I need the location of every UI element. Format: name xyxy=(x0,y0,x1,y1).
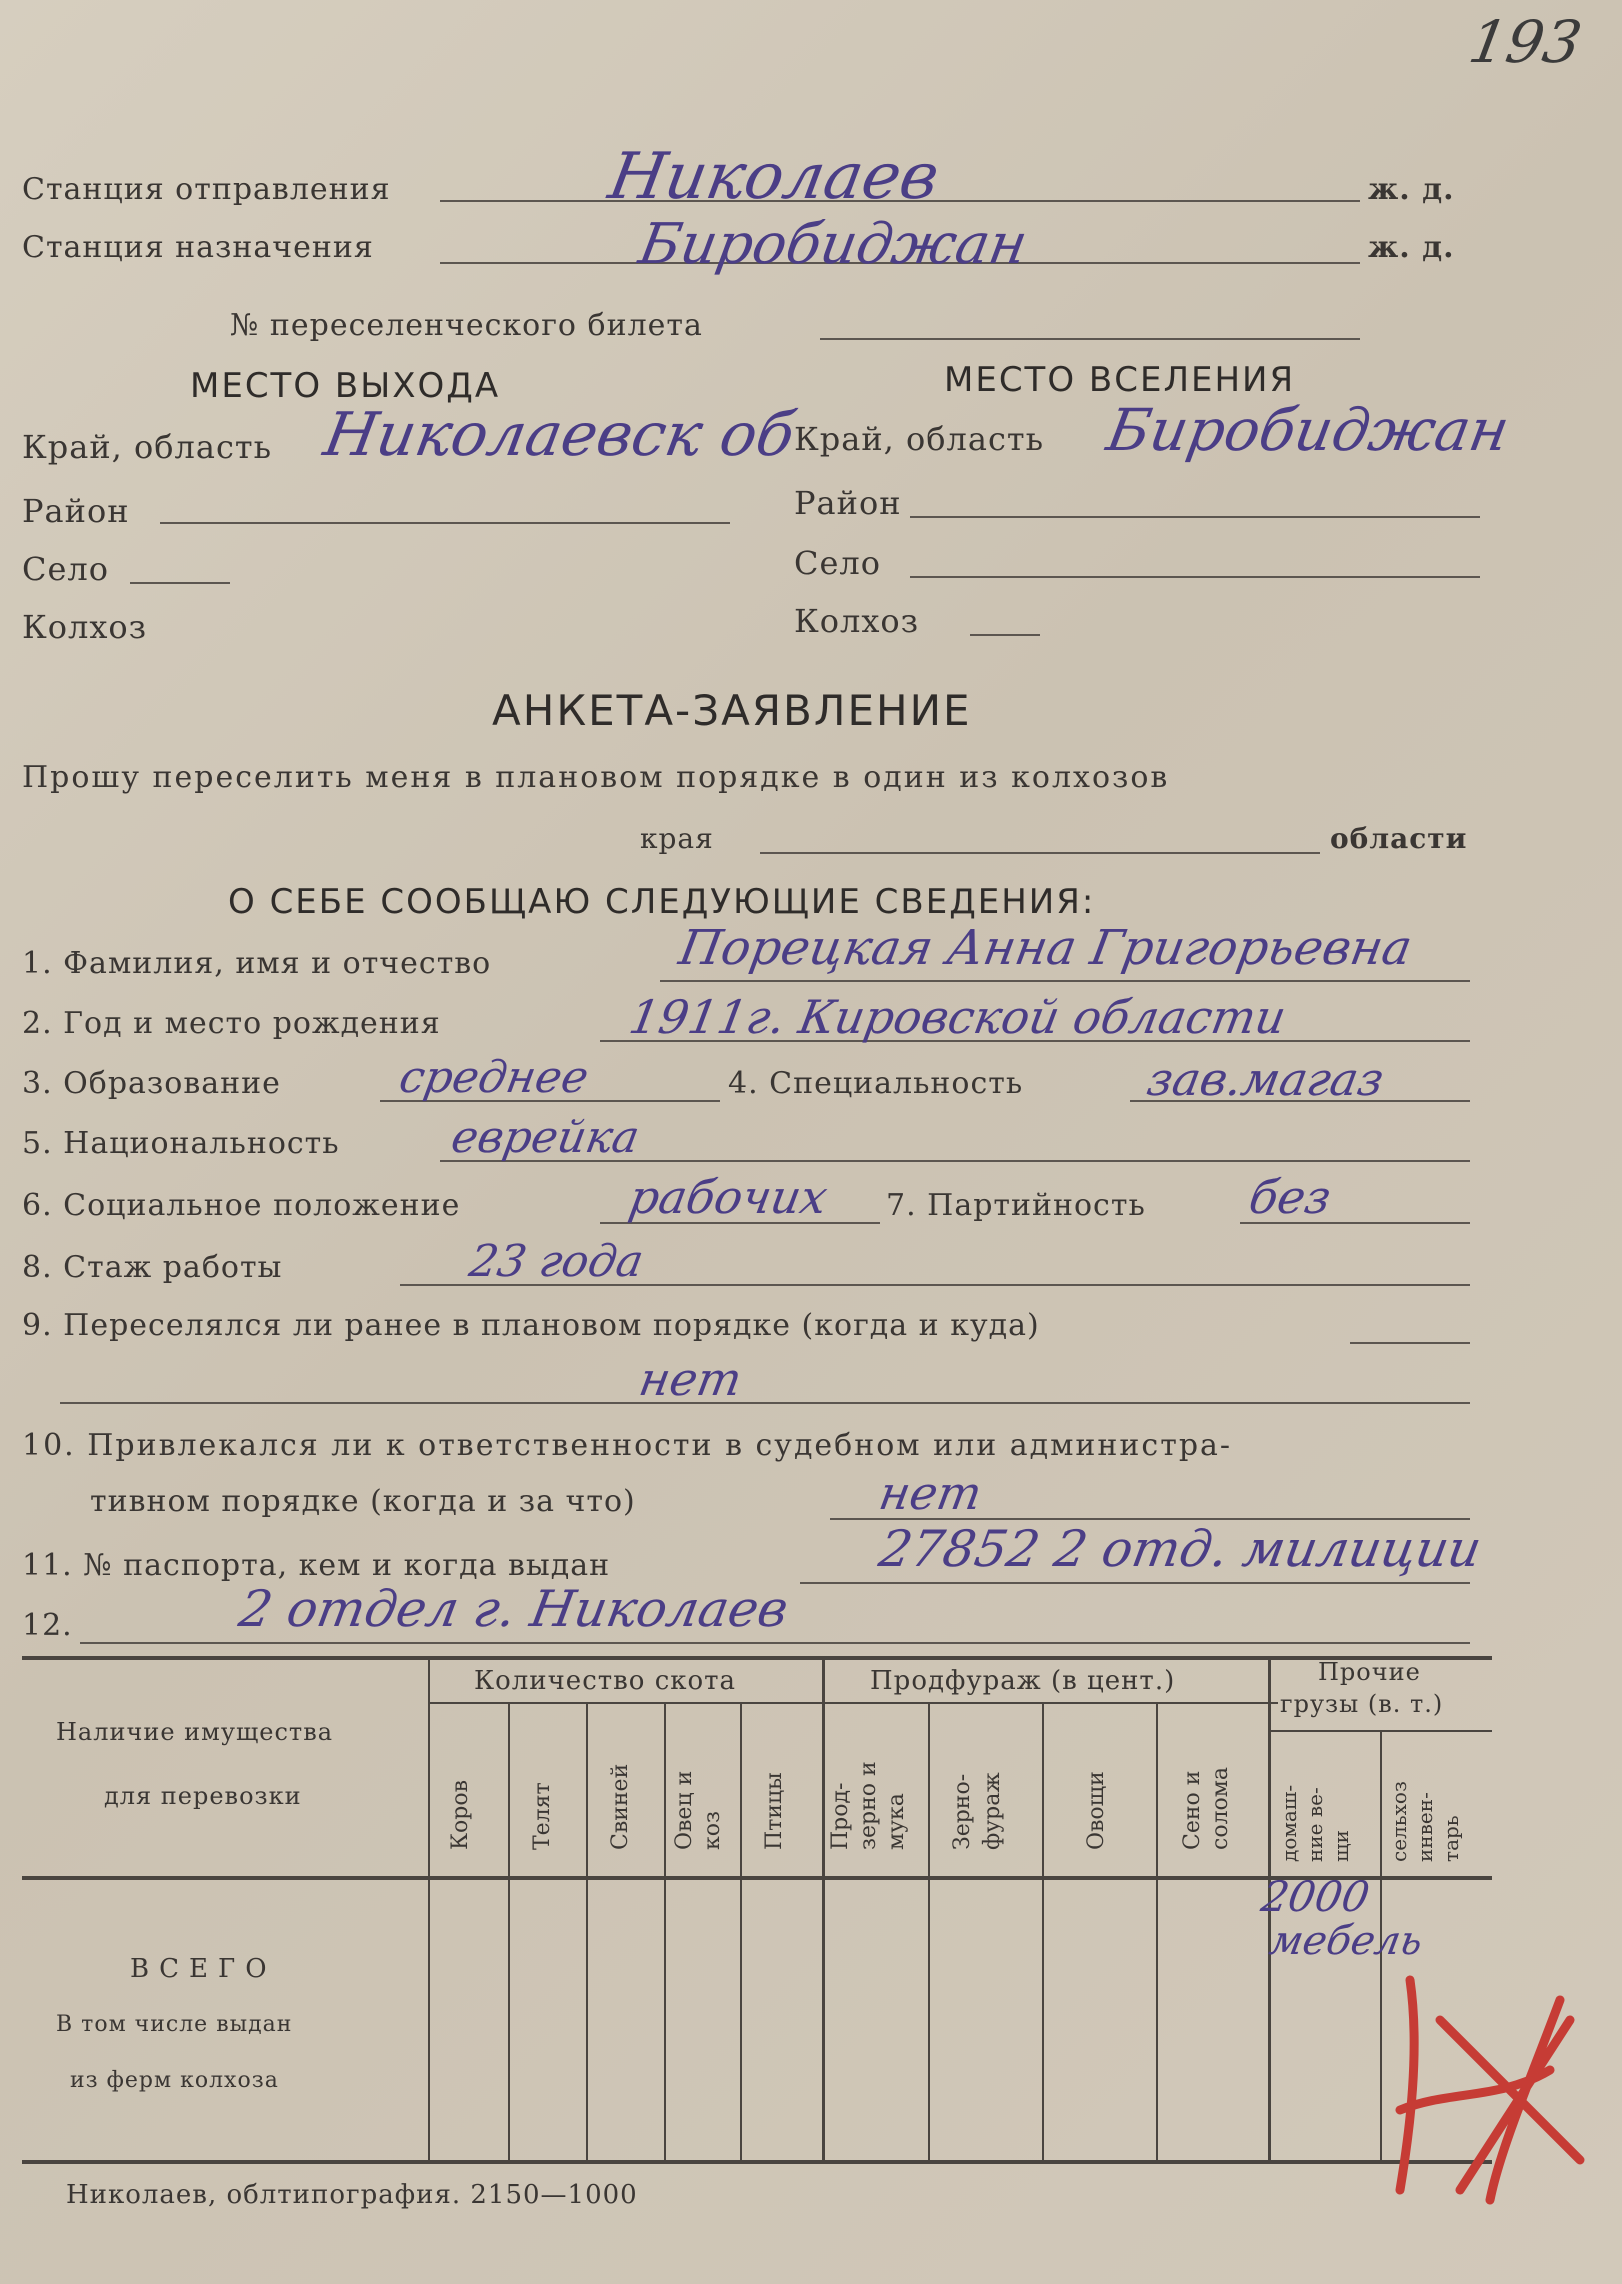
field-7-value: без xyxy=(1245,1170,1336,1224)
field-4-value: зав.магаз xyxy=(1143,1052,1388,1106)
field-11-label: 11. № паспорта, кем и когда выдан xyxy=(22,1548,611,1583)
origin-district-label: Район xyxy=(22,492,130,530)
col-grain-c: мука xyxy=(884,1793,909,1850)
field-1-value: Порецкая Анна Григорьевна xyxy=(675,920,1417,976)
settlement-region-label: Край, область xyxy=(794,420,1044,458)
group-livestock: Количество скота xyxy=(474,1666,737,1696)
col-calves: Телят xyxy=(530,1782,555,1850)
form-title: АНКЕТА-ЗАЯВЛЕНИЕ xyxy=(492,686,972,735)
field-8-value: 23 года xyxy=(465,1236,648,1287)
origin-kolkhoz-label: Колхоз xyxy=(22,608,148,646)
request-text: Прошу переселить меня в плановом порядке в один из колхозов xyxy=(22,760,1170,795)
field-3-label: 3. Образование xyxy=(22,1066,281,1101)
field-4-label: 4. Специальность xyxy=(728,1066,1024,1101)
settlement-kolkhoz-label: Колхоз xyxy=(794,602,920,640)
field-10-value: нет xyxy=(875,1466,986,1520)
col-veg: Овощи xyxy=(1084,1771,1109,1850)
col-farm-c: тарь xyxy=(1439,1815,1463,1862)
field-12-value: 2 отдел г. Николаев xyxy=(234,1580,793,1638)
destination-value: Биробиджан xyxy=(634,212,1033,277)
field-8-label: 8. Стаж работы xyxy=(22,1250,283,1285)
col-pigs: Свиней xyxy=(608,1763,633,1850)
field-6-label: 6. Социальное положение xyxy=(22,1188,461,1223)
departure-label: Станция отправления xyxy=(22,172,391,207)
field-1-label: 1. Фамилия, имя и отчество xyxy=(22,946,492,981)
group-fodder: Продфураж (в цент.) xyxy=(870,1666,1176,1696)
col-home-a: домаш- xyxy=(1277,1784,1301,1862)
group-other-b: грузы (в. т.) xyxy=(1280,1690,1444,1718)
info-heading: О СЕБЕ СООБЩАЮ СЛЕДУЮЩИЕ СВЕДЕНИЯ: xyxy=(228,882,1096,922)
col-hay-a: Сено и xyxy=(1180,1770,1205,1850)
field-6-value: рабочих xyxy=(625,1170,832,1224)
rail-suffix-2: ж. д. xyxy=(1368,230,1455,265)
col-sheep-a: Овец и xyxy=(672,1770,697,1850)
settlement-region-value: Биробиджан xyxy=(1102,396,1515,464)
field-5-label: 5. Национальность xyxy=(22,1126,340,1161)
col-hay-b: солома xyxy=(1208,1766,1233,1850)
col-birds: Птицы xyxy=(762,1772,787,1850)
departure-value: Николаев xyxy=(603,140,945,214)
col-farm-a: сельхоз xyxy=(1387,1781,1411,1862)
field-12-label: 12. xyxy=(22,1608,73,1643)
incl-label-b: из ферм колхоза xyxy=(70,2068,279,2093)
field-10-label-a: 10. Привлекался ли к ответственности в судебном или администра- xyxy=(22,1428,1233,1463)
settlement-district-label: Район xyxy=(794,484,902,522)
col-sheep-b: коз xyxy=(700,1811,725,1850)
origin-region-value: Николаевск об xyxy=(318,400,800,470)
ticket-label: № переселенческого билета xyxy=(230,308,703,343)
col-grain-b: зерно и xyxy=(856,1761,881,1850)
origin-region-label: Край, область xyxy=(22,428,272,466)
home-value-a: 2000 xyxy=(1257,1872,1374,1921)
col-forage-a: Зерно- xyxy=(950,1773,975,1850)
field-2-label: 2. Год и место рождения xyxy=(22,1006,441,1041)
field-9-label: 9. Переселялся ли ранее в плановом порядке (когда и куда) xyxy=(22,1308,1040,1343)
col-forage-b: фураж xyxy=(980,1772,1005,1850)
col-cows: Коров xyxy=(448,1780,473,1850)
field-11-value: 27852 2 отд. милиции xyxy=(874,1520,1486,1578)
oblasti-label: области xyxy=(1330,822,1468,855)
group-other-a: Прочие xyxy=(1318,1658,1421,1686)
sheet-number: 193 xyxy=(1464,8,1587,76)
field-2-value: 1911г. Кировской области xyxy=(625,990,1291,1044)
field-3-value: среднее xyxy=(395,1052,593,1103)
kraya-label: края xyxy=(640,822,714,855)
origin-village-label: Село xyxy=(22,550,110,588)
total-label: ВСЕГО xyxy=(130,1954,277,1984)
col-farm-b: инвен- xyxy=(1413,1792,1437,1862)
col-home-c: щи xyxy=(1329,1830,1353,1862)
field-7-label: 7. Партийность xyxy=(886,1188,1146,1223)
incl-label-a: В том числе выдан xyxy=(56,2012,293,2037)
field-9-value: нет xyxy=(635,1352,746,1406)
property-label-a: Наличие имущества xyxy=(56,1718,334,1746)
destination-label: Станция назначения xyxy=(22,230,374,265)
home-value-b: мебель xyxy=(1265,1918,1427,1964)
origin-heading: МЕСТО ВЫХОДА xyxy=(190,366,501,406)
field-5-value: еврейка xyxy=(447,1112,644,1163)
col-home-b: ние ве- xyxy=(1303,1787,1327,1862)
col-grain-a: Прод- xyxy=(828,1782,853,1850)
red-check-icon xyxy=(1380,1960,1590,2210)
red-check-mark xyxy=(1380,1960,1590,2210)
rail-suffix-1: ж. д. xyxy=(1368,172,1455,207)
settlement-heading: МЕСТО ВСЕЛЕНИЯ xyxy=(944,360,1296,400)
field-10-label-b: тивном порядке (когда и за что) xyxy=(90,1484,636,1519)
settlement-village-label: Село xyxy=(794,544,882,582)
property-label-b: для перевозки xyxy=(104,1782,302,1810)
print-info: Николаев, облтипография. 2150—1000 xyxy=(66,2180,638,2210)
